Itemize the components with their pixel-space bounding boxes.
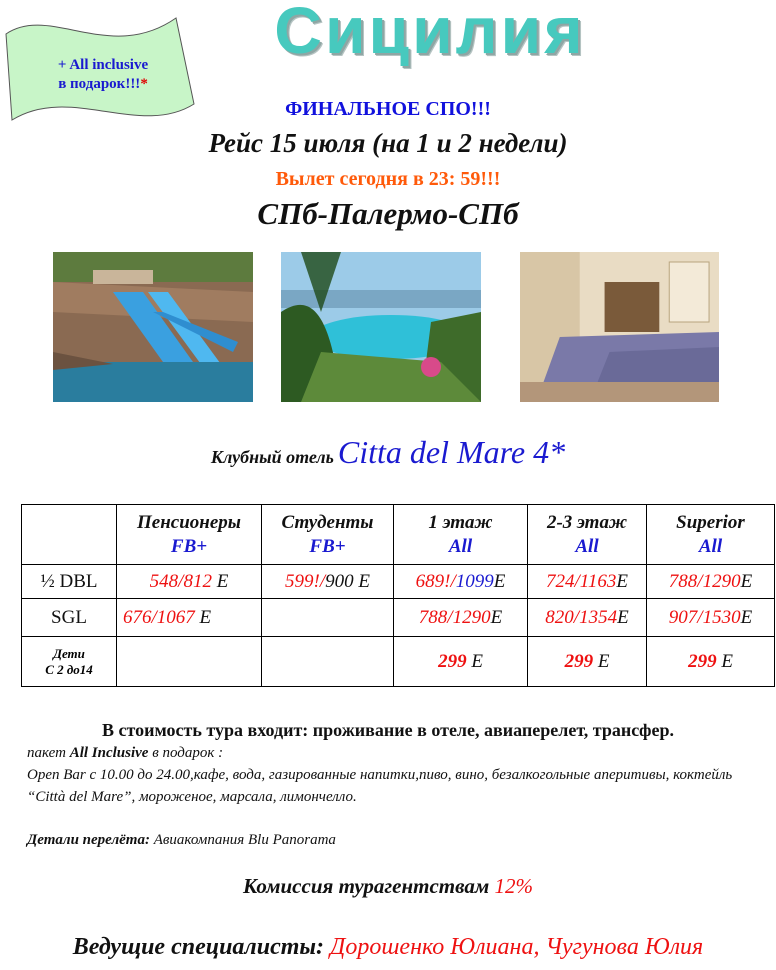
banner-text: [14, 56, 192, 94]
includes-line: В стоимость тура входит: проживание в отеле, авиаперелет, трансфер.: [102, 720, 674, 740]
price-cell: 299 E: [528, 637, 647, 687]
banner-line-1: + All inclusive: [57, 57, 149, 73]
row-label-sgl: SGL: [22, 599, 117, 637]
price-cell: 299 E: [647, 637, 775, 687]
commission-line: Комиссия турагентствам 12%: [242, 874, 534, 898]
hotel-room-photo: [520, 252, 719, 402]
price-cell: 724/1163E: [528, 565, 647, 599]
table-row: [22, 637, 775, 687]
price-cell: [117, 637, 262, 687]
price-cell: 599!/900 E: [262, 565, 394, 599]
header-floor-2-3: 2-3 этаж All: [528, 505, 647, 565]
flight-details: Детали перелёта: Авиакомпания Blu Panorama: [27, 832, 336, 848]
specialist-names: Дорошенко Юлиана, Чугунова Юлия: [330, 934, 704, 960]
price-cell: 548/812 E: [117, 565, 262, 599]
table-row: [22, 599, 775, 637]
water-slide-photo: [53, 252, 253, 402]
price-cell: 788/1290E: [394, 599, 528, 637]
route-line: СПб-Палермо-СПб: [257, 196, 519, 231]
header-empty: [22, 505, 117, 565]
price-cell: 820/1354E: [528, 599, 647, 637]
price-cell: 907/1530E: [647, 599, 775, 637]
row-label-kids: Дети С 2 до14: [22, 637, 117, 687]
pool-photo: [281, 252, 481, 402]
page-title: Сицилия: [274, 0, 586, 67]
header-pensioners: Пенсионеры FB+: [117, 505, 262, 565]
header-superior: Superior All: [647, 505, 775, 565]
hotel-name: Citta del Mare 4*: [337, 434, 566, 470]
table-row: [22, 565, 775, 599]
price-cell: 689!/1099E: [394, 565, 528, 599]
package-line: пакет All Inclusive в подарок :: [27, 745, 224, 761]
table-header-row: [22, 505, 775, 565]
departure-line: Вылет сегодня в 23: 59!!!: [275, 168, 501, 190]
package-details: Open Bar с 10.00 до 24.00,кафе, вода, газированные напитки,пиво, вино, безалкогольные аперитивы, коктейль “Città del Mare”, мороженое, марсала, лимончелло.: [27, 767, 733, 805]
banner-star: *: [140, 76, 148, 92]
price-cell: [262, 599, 394, 637]
hotel-prefix: Клубный отель: [210, 447, 334, 467]
price-cell: [262, 637, 394, 687]
banner-line-2: в подарок!!!*: [58, 76, 148, 92]
specialists-line: Ведущие специалисты: Дорошенко Юлиана, Чугунова Юлия: [72, 934, 704, 960]
hotel-line: [0, 434, 776, 471]
commission-value: 12%: [494, 874, 534, 898]
price-cell: 676/1067 E: [117, 599, 262, 637]
flight-line: Рейс 15 июля (на 1 и 2 недели): [208, 128, 568, 158]
price-cell: 299 E: [394, 637, 528, 687]
header-students: Студенты FB+: [262, 505, 394, 565]
price-cell: 788/1290E: [647, 565, 775, 599]
header-floor-1: 1 этаж All: [394, 505, 528, 565]
price-table: [21, 504, 775, 687]
row-label-dbl: ½ DBL: [22, 565, 117, 599]
spo-heading: ФИНАЛЬНОЕ СПО!!!: [285, 98, 491, 120]
